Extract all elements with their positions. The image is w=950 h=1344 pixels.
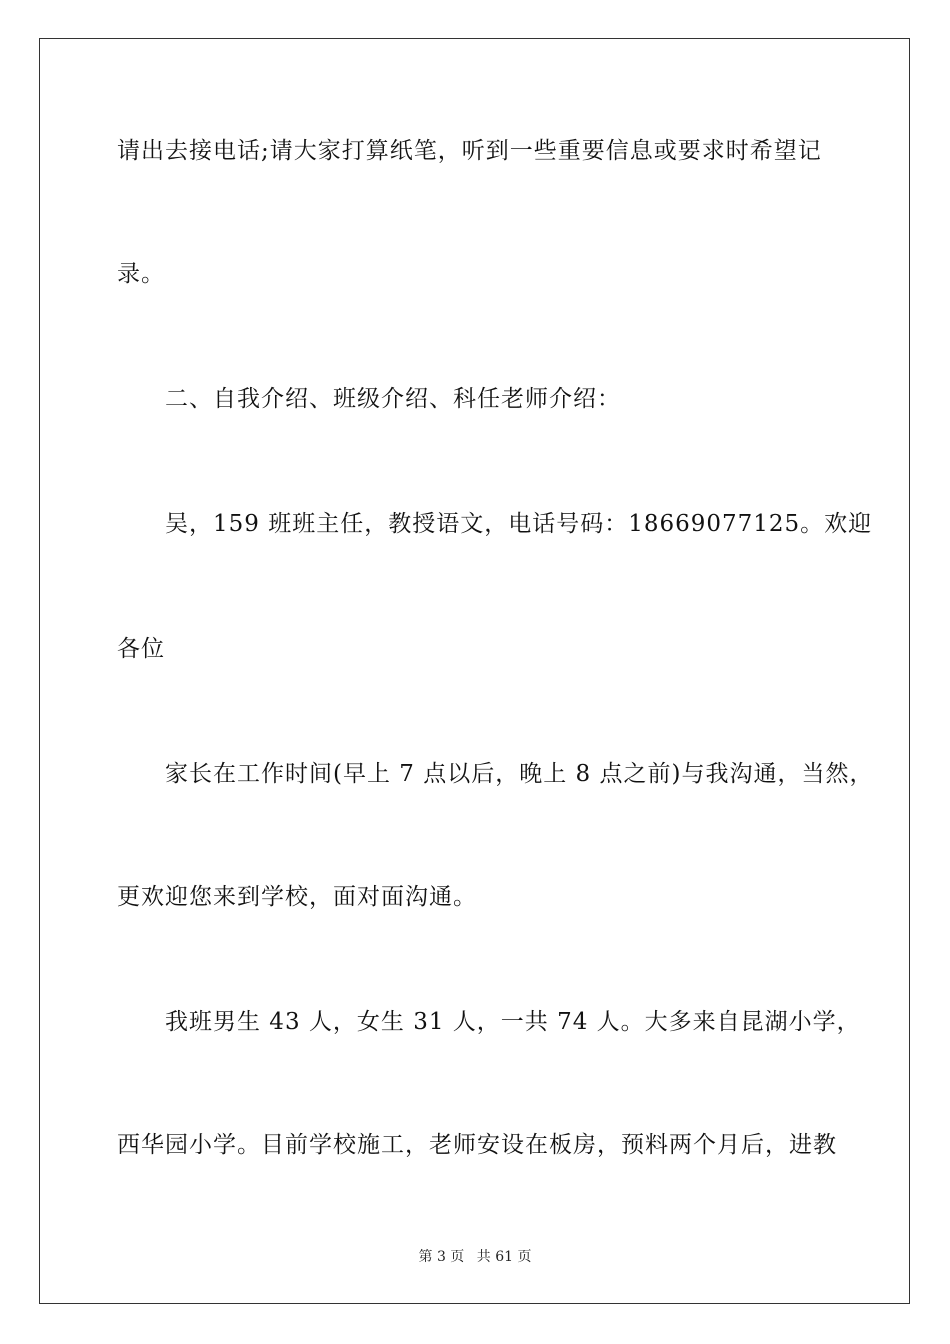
page-frame <box>39 38 910 1304</box>
page-number: 第 3 页 <box>418 1249 465 1265</box>
text-line-5: 各位 <box>117 636 165 662</box>
text-line-2: 录。 <box>117 261 165 287</box>
text-line-1: 请出去接电话;请大家打算纸笔，听到一些重要信息或要求时希望记 <box>117 138 822 164</box>
page-total: 共 61 页 <box>476 1249 532 1265</box>
section-heading: 二、自我介绍、班级介绍、科任老师介绍： <box>165 386 621 412</box>
page-footer <box>0 1248 950 1266</box>
text-line-9: 西华园小学。目前学校施工，老师安设在板房，预料两个月后，进教 <box>117 1132 837 1158</box>
text-line-4: 吴，159 班班主任，教授语文，电话号码：18669077125。欢迎 <box>165 511 873 537</box>
text-line-6: 家长在工作时间(早上 7 点以后，晚上 8 点之前)与我沟通，当然， <box>165 761 874 787</box>
text-line-8: 我班男生 43 人，女生 31 人，一共 74 人。大多来自昆湖小学， <box>165 1009 861 1035</box>
text-line-7: 更欢迎您来到学校，面对面沟通。 <box>117 884 477 910</box>
